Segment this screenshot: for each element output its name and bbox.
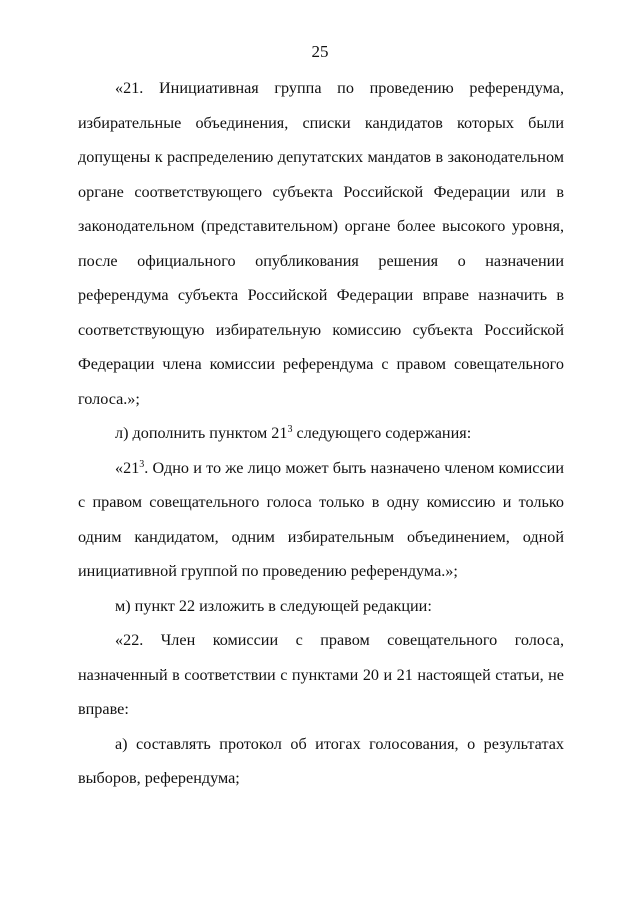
paragraph-subitem-l xyxy=(78,416,564,451)
paragraph-text: . Одно и то же лицо может быть назначено членом комиссии с правом совещательного голоса только в одну комиссию и только одним кандидатом, одним избирательным объединением, одной инициативной группой по проведению референдума.»; xyxy=(78,458,564,580)
document-body xyxy=(78,71,564,796)
paragraph-text: следующего содержания: xyxy=(292,424,472,442)
paragraph-item-21 xyxy=(78,71,564,416)
paragraph-text: «22. Член комиссии с правом совещательного голоса, назначенный в соответствии с пунктами 20 и 21 настоящей статьи, не вправе: xyxy=(78,631,564,718)
superscript: 3 xyxy=(287,424,293,435)
paragraph-subitem-m xyxy=(78,589,564,624)
paragraph-item-21-3 xyxy=(78,451,564,589)
paragraph-subitem-a xyxy=(78,727,564,796)
paragraph-item-22 xyxy=(78,623,564,727)
paragraph-text: а) составлять протокол об итогах голосования, о результатах выборов, референдума; xyxy=(78,734,564,787)
paragraph-text: л) дополнить пунктом 21 xyxy=(115,424,288,442)
paragraph-text: «21. Инициативная группа по проведению референдума, избирательные объединения, списки кандидатов которых были допущены к распределению депутатских мандатов в законодательном органе соответствующего субъекта Российской Федерации или в законодательном (представительном) органе более высокого уровня, после официального опубликования решения о назначении референдума субъекта Российской Федерации вправе назначить в соответствующую избирательную комиссию субъекта Российской Федерации члена комиссии референдума с правом совещательного голоса.»; xyxy=(78,79,564,408)
paragraph-text: м) пункт 22 изложить в следующей редакции: xyxy=(115,596,432,615)
superscript: 3 xyxy=(139,458,145,470)
page-number: 25 xyxy=(311,42,329,61)
paragraph-text: «21 xyxy=(115,458,140,477)
